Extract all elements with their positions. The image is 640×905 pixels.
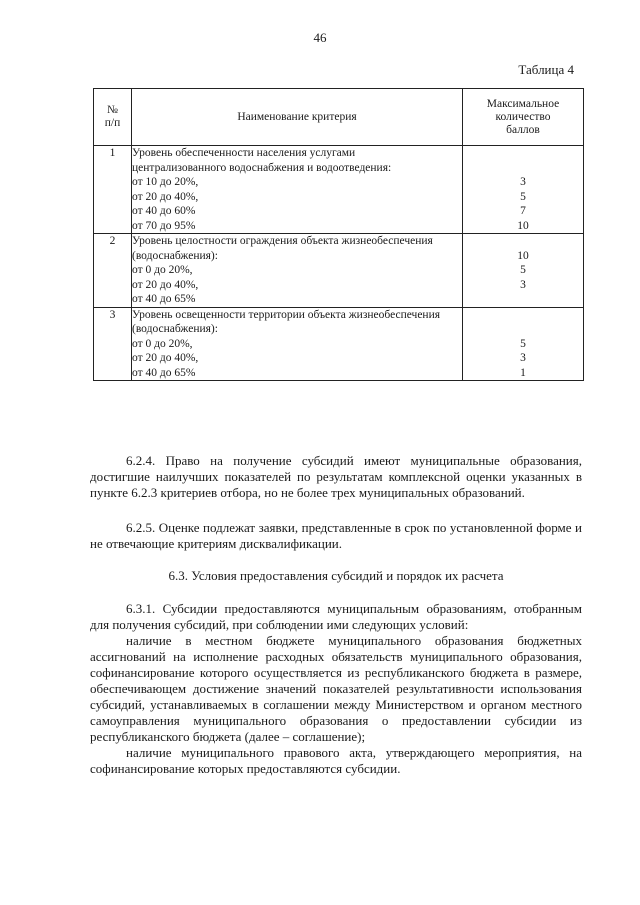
paragraph-block-631: [90, 601, 582, 777]
header-num-line: п/п: [104, 117, 121, 129]
criterion-option: от 0 до 20%,: [132, 337, 193, 350]
header-points-line: баллов: [506, 123, 540, 136]
heading-block-63: [90, 568, 582, 584]
paragraph-block-624: [90, 453, 582, 501]
row-number: 1: [94, 146, 132, 234]
row-number: 2: [94, 234, 132, 308]
criterion-title: (водоснабжения):: [132, 249, 218, 262]
points-cell: [463, 307, 584, 381]
points-value: 7: [520, 205, 526, 217]
points-cell: [463, 234, 584, 308]
header-points-line: количество: [495, 110, 551, 123]
criterion-cell: [132, 234, 463, 308]
paragraph-6-2-5: 6.2.5. Оценке подлежат заявки, представленные в срок по установленной форме и не отвечающие критериям дисквалификации.: [90, 520, 582, 551]
paragraph-6-2-4: 6.2.4. Право на получение субсидий имеют муниципальные образования, достигшие наилучших показателей по результатам комплексной оценки указанных в пункте 6.2.3 критериев отбора, но не более трех муниципальных образований.: [90, 453, 582, 500]
criterion-title: Уровень освещенности территории объекта жизнеобеспечения: [132, 308, 441, 321]
paragraph-block-625: [90, 520, 582, 552]
table-row: [94, 307, 584, 381]
points-value: 10: [517, 249, 529, 262]
criterion-cell: [132, 146, 463, 234]
criterion-option: от 10 до 20%,: [132, 176, 199, 188]
criterion-cell: [132, 307, 463, 381]
criterion-option: от 20 до 40%,: [132, 278, 199, 291]
criterion-option: от 20 до 40%,: [132, 190, 199, 203]
criterion-title: Уровень целостности ограждения объекта жизнеобеспечения: [132, 235, 433, 247]
table-caption: Таблица 4: [518, 62, 574, 77]
paragraph-condition-1: наличие в местном бюджете муниципального образования бюджетных ассигнований на исполнение расходных обязательств муниципального образования, софинансирование которого осуществляется из республиканского бюджета в размере, обеспечивающем достижение значений показателей результативности использования субсидий, устанавливаемых в соглашении между Министерством и органом местного самоуправления муниципального образования о предоставлении субсидии из республиканского бюджета (далее – соглашение);: [90, 633, 582, 744]
criterion-option: от 40 до 60%: [132, 205, 196, 217]
points-value: 3: [520, 278, 526, 291]
points-value: 1: [520, 366, 526, 379]
criterion-option: от 20 до 40%,: [132, 352, 199, 364]
page-number: 46: [313, 30, 327, 45]
criterion-option: от 0 до 20%,: [132, 264, 193, 276]
criteria-table: [93, 88, 584, 381]
points-value: 5: [520, 264, 526, 276]
row-number: 3: [94, 307, 132, 381]
points-value: 5: [520, 190, 526, 203]
criterion-title: (водоснабжения):: [132, 323, 218, 335]
header-num-line: №: [107, 104, 118, 116]
table-header-row: [94, 89, 584, 146]
header-points: [463, 89, 584, 146]
points-value: 3: [520, 352, 526, 364]
criterion-title: Уровень обеспеченности населения услугами: [132, 147, 356, 159]
section-heading-6-3: 6.3. Условия предоставления субсидий и порядок их расчета: [168, 568, 504, 583]
paragraph-condition-2: наличие муниципального правового акта, утверждающего мероприятия, на софинансирование которых предоставляются субсидии.: [90, 745, 582, 776]
points-cell: [463, 146, 584, 234]
header-num: [94, 89, 132, 146]
criterion-option: от 70 до 95%: [132, 219, 196, 232]
header-name: Наименование критерия: [132, 89, 463, 146]
criterion-title: централизованного водоснабжения и водоотведения:: [132, 161, 392, 174]
table-row: [94, 146, 584, 234]
points-value: 10: [517, 219, 529, 232]
points-value: 3: [520, 176, 526, 188]
points-value: 5: [520, 337, 526, 350]
paragraph-6-3-1: 6.3.1. Субсидии предоставляются муниципальным образованиям, отобранным для получения субсидий, при соблюдении ими следующих условий:: [90, 601, 582, 632]
criterion-option: от 40 до 65%: [132, 366, 196, 379]
table-row: [94, 234, 584, 308]
header-points-line: Максимальное: [486, 97, 560, 110]
criterion-option: от 40 до 65%: [132, 293, 196, 305]
